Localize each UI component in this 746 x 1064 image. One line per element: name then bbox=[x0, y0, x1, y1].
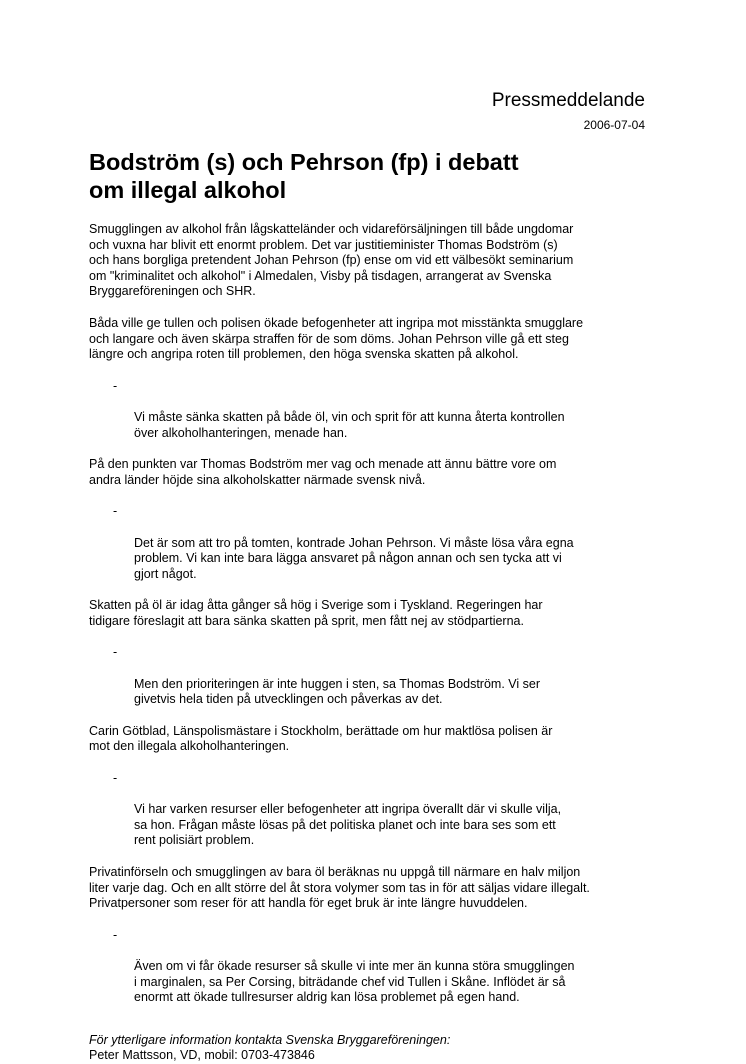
dash-marker: - bbox=[113, 378, 118, 393]
article-body bbox=[89, 222, 664, 1064]
document-date: 2006-07-04 bbox=[583, 118, 645, 132]
paragraph-1: Smugglingen av alkohol från lågskatteländer och vidareförsäljningen till både ungdomar och vuxna har blivit ett enormt problem. Det var justitieminister Thomas Bodström (s) och hans borgliga pretendent Johan Pehrson (fp) ense om vid ett välbesökt seminarium om "kriminalitet och alkohol" i Almedalen, Visby på tisdagen, arrangerat av Svenska Bryggareföreningen och SHR. bbox=[89, 222, 574, 299]
paragraph-3: På den punkten var Thomas Bodström mer vag och menade att ännu bättre vore om andra länder höjde sina alkoholskatter närmade svensk nivå. bbox=[89, 457, 557, 487]
dash-marker: - bbox=[113, 771, 118, 786]
dash-marker: - bbox=[113, 645, 118, 660]
quote-text: Vi måste sänka skatten på både öl, vin och sprit för att kunna återta kontrollen över alkoholhanteringen, menade han. bbox=[134, 409, 565, 440]
quote-2 bbox=[89, 504, 664, 582]
quote-1 bbox=[89, 379, 664, 441]
dash-marker: - bbox=[113, 927, 118, 942]
contact-footer bbox=[89, 1033, 664, 1064]
headline-text: Bodström (s) och Pehrson (fp) i debatt om illegal alkohol bbox=[89, 149, 519, 203]
paragraph-4: Skatten på öl är idag åtta gånger så hög i Sverige som i Tyskland. Regeringen har tidigare föreslagit att bara sänka skatten på sprit, men fått nej av stödpartierna. bbox=[89, 598, 543, 628]
contact-info-label: För ytterligare information kontakta Svenska Bryggareföreningen: bbox=[89, 1032, 451, 1047]
contact-person: Peter Mattsson, VD, mobil: 0703-473846 bbox=[89, 1048, 315, 1063]
quote-5 bbox=[89, 928, 664, 1006]
headline bbox=[89, 148, 609, 204]
paragraph-6: Privatinförseln och smugglingen av bara öl beräknas nu uppgå till närmare en halv miljon liter varje dag. Och en allt större del åt stora volymer som tas in för att säljas vidare illegalt. Privatpersoner som reser för att handla för eget bruk är inte längre huvuddelen. bbox=[89, 865, 590, 911]
dash-marker: - bbox=[113, 504, 118, 519]
quote-text: Även om vi får ökade resurser så skulle vi inte mer än kunna störa smugglingen i marginalen, sa Per Corsing, biträdande chef vid Tullen i Skåne. Inflödet är så enormt att ökade tullresurser aldrig kan lösa problemet på egen hand. bbox=[134, 958, 575, 1005]
quote-text: Men den prioriteringen är inte huggen i sten, sa Thomas Bodström. Vi ser givetvis hela tiden på utvecklingen och påverkas av det. bbox=[134, 676, 541, 707]
paragraph-5: Carin Götblad, Länspolismästare i Stockholm, berättade om hur maktlösa polisen är mot den illegala alkoholhanteringen. bbox=[89, 723, 553, 754]
quote-3 bbox=[89, 645, 664, 707]
quote-4 bbox=[89, 771, 664, 849]
paragraph-2: Båda ville ge tullen och polisen ökade befogenheter att ingripa mot misstänkta smugglare och langare och även skärpa straffen för de som döms. Johan Pehrson ville gå ett steg längre och angripa roten till problemen, den höga svenska skatten på alkohol. bbox=[89, 315, 584, 362]
document-type-label: Pressmeddelande bbox=[491, 90, 645, 111]
quote-text: Vi har varken resurser eller befogenheter att ingripa överallt där vi skulle vilja, sa hon. Frågan måste lösas på det politiska planet och inte bara ses som ett rent polisiärt problem. bbox=[134, 802, 562, 848]
quote-text: Det är som att tro på tomten, kontrade Johan Pehrson. Vi måste lösa våra egna problem. Vi kan inte bara lägga ansvaret på någon annan och sen tycka att vi gjort något. bbox=[134, 535, 574, 581]
